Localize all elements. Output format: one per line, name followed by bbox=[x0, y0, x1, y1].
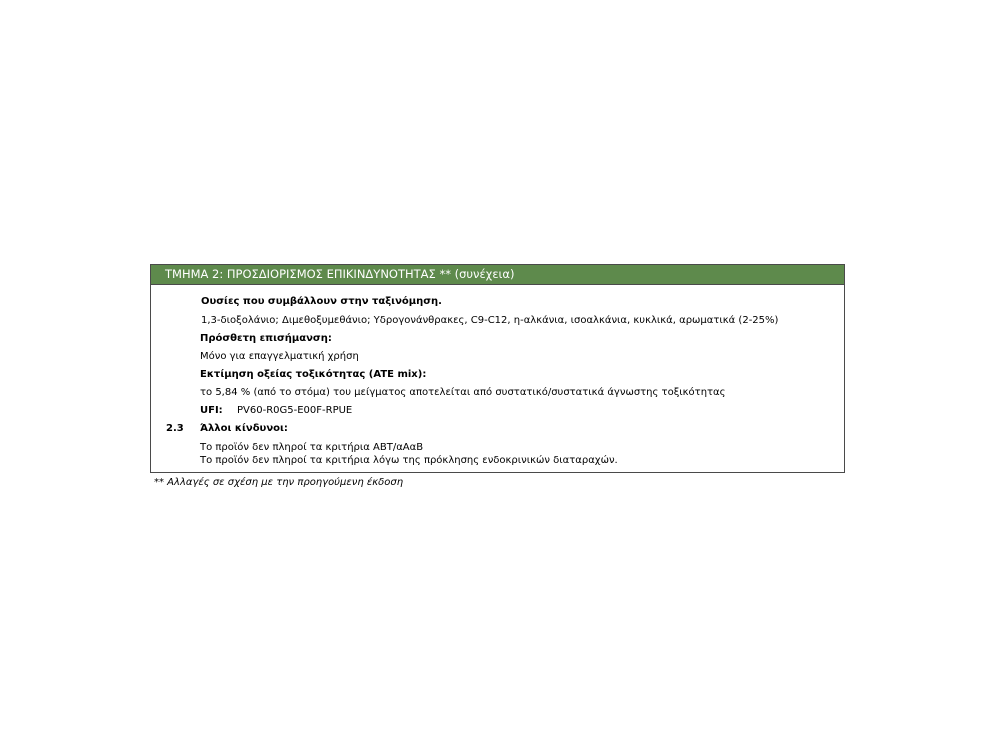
section-header: ΤΜΗΜΑ 2: ΠΡΟΣΔΙΟΡΙΣΜΟΣ ΕΠΙΚΙΝΔΥΝΟΤΗΤΑΣ ** (συνέχεια) bbox=[151, 265, 844, 285]
classification-text: 1,3-διοξολάνιο; Διμεθοξυμεθάνιο; Υδρογονάνθρακες, C9-C12, η-αλκάνια, ισοαλκάνια, κυκλικά, αρωματικά (2-25%) bbox=[201, 315, 779, 326]
acute-toxicity-heading: Εκτίμηση οξείας τοξικότητας (ATE mix): bbox=[200, 369, 427, 380]
ufi-label: UFI: bbox=[200, 405, 223, 416]
additional-labelling-heading: Πρόσθετη επισήμανση: bbox=[200, 333, 332, 344]
changes-footnote: ** Αλλαγές σε σχέση με την προηγούμενη έκδοση bbox=[154, 477, 404, 488]
section-2-box bbox=[150, 264, 845, 473]
other-hazards-line-1: Το προϊόν δεν πληροί τα κριτήρια ΑΒΤ/αΑαΒ bbox=[200, 442, 424, 453]
ufi-value: PV60-R0G5-E00F-RPUE bbox=[237, 405, 353, 416]
additional-labelling-text: Μόνο για επαγγελματική χρήση bbox=[200, 351, 359, 362]
other-hazards-number: 2.3 bbox=[166, 423, 184, 434]
classification-heading: Ουσίες που συμβάλλουν στην ταξινόμηση. bbox=[201, 296, 442, 307]
other-hazards-heading: Άλλοι κίνδυνοι: bbox=[200, 423, 288, 434]
acute-toxicity-text: το 5,84 % (από το στόμα) του μείγματος αποτελείται από συστατικό/συστατικά άγνωστης τοξικότητας bbox=[200, 387, 726, 398]
other-hazards-line-2: Το προϊόν δεν πληροί τα κριτήρια λόγω της πρόκλησης ενδοκρινικών διαταραχών. bbox=[200, 455, 618, 466]
